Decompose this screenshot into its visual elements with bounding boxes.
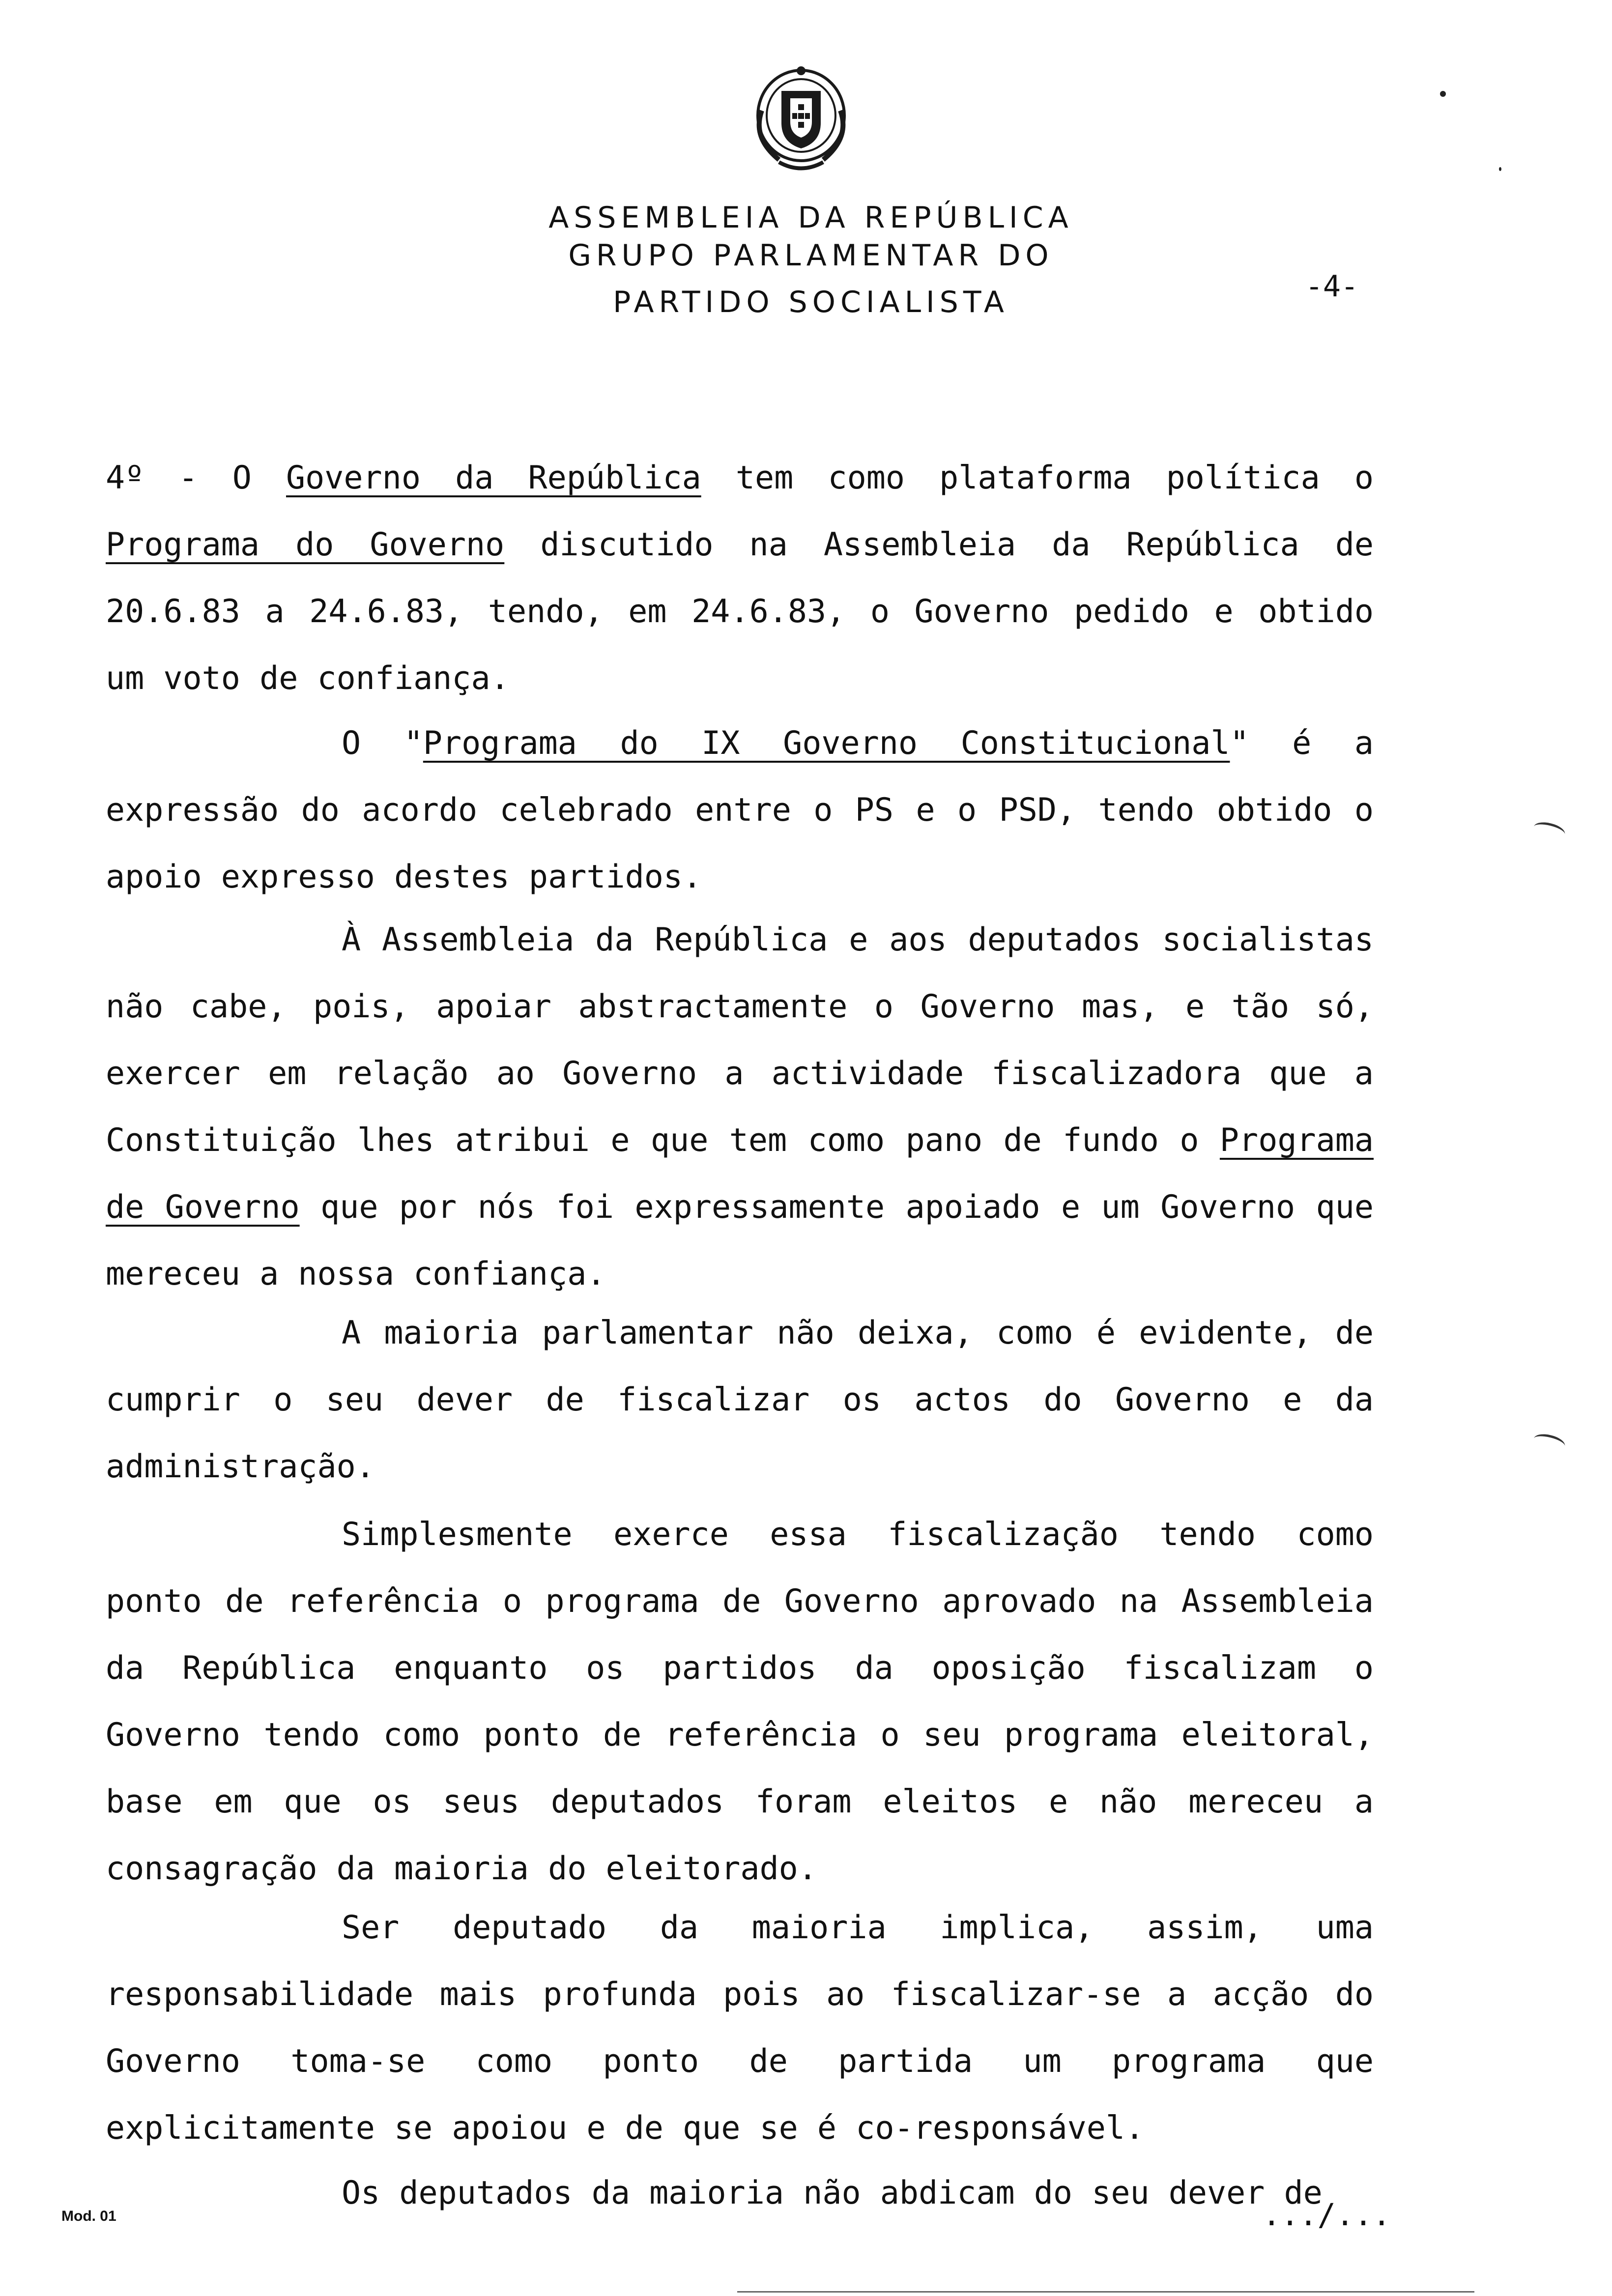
ink-speck (1499, 167, 1501, 171)
paragraph-text: O " (342, 725, 423, 762)
continuation-mark: .../... (1262, 2197, 1391, 2233)
party-name: PARTIDO SOCIALISTA (613, 285, 1009, 319)
punch-hole-mark (1532, 1432, 1566, 1454)
paragraph-4: A maioria parlamentar não deixa, como é evidente, de cumprir o seu dever de fiscalizar os actos do Governo e da administração. (106, 1315, 1374, 1485)
paragraph-3 (106, 907, 1374, 1308)
page-number: -4- (1305, 269, 1359, 304)
underlined-term: Programa de Governo (106, 1122, 1374, 1226)
paragraph-6: Ser deputado da maioria implica, assim, uma responsabilidade mais profunda pois ao fiscalizar-se a acção do Governo toma-se como ponto de partida um programa que explicitamente se apoiou e de que se é co-responsável. (106, 1909, 1374, 2147)
ink-speck (1440, 91, 1446, 97)
underlined-term: Programa do IX Governo Constitucional (423, 725, 1230, 762)
paragraph-7: Os deputados da maioria não abdicam do seu dever de (342, 2175, 1323, 2211)
paragraph-1 (106, 445, 1374, 712)
paragraph-text: " é a expressão do acordo celebrado entre o PS e o PSD, tendo obtido o apoio expresso destes partidos. (106, 725, 1374, 895)
punch-hole-mark (1532, 820, 1566, 842)
paragraph-2 (106, 710, 1374, 911)
paragraph-text: 4º - O (106, 459, 287, 496)
scan-edge-line (737, 2291, 1474, 2293)
paragraph-text: À Assembleia da República e aos deputados socialistas não cabe, pois, apoiar abstractamente o Governo mas, e tão só, exercer em relação ao Governo a actividade fiscalizadora que a Constituição lhes atribui e que tem como pano de fundo o (106, 921, 1374, 1159)
underlined-term: Governo da República (286, 459, 701, 496)
form-code: Mod. 01 (61, 2208, 116, 2224)
paragraph-text: tem como plataforma política o (701, 459, 1374, 496)
coat-of-arms-icon (752, 64, 850, 177)
paragraph-text: que por nós foi expressamente apoiado e um Governo que mereceu a nossa confiança. (106, 1189, 1374, 1292)
underlined-term: Programa do Governo (106, 526, 505, 563)
paragraph-5: Simplesmente exerce essa fiscalização tendo como ponto de referência o programa de Governo aprovado na Assembleia da República enquanto os partidos da oposição fiscalizam o Governo tendo como ponto de referência o seu programa eleitoral, base em que os seus deputados foram eleitos e não mereceu a consagração da maioria do eleitorado. (106, 1516, 1374, 1887)
institution-name: ASSEMBLEIA DA REPÚBLICA (548, 201, 1073, 235)
parliamentary-group-name: GRUPO PARLAMENTAR DO (568, 238, 1054, 273)
paragraph-text: discutido na Assembleia da República de 20.6.83 a 24.6.83, tendo, em 24.6.83, o Governo pedido e obtido um voto de confiança. (106, 526, 1374, 697)
